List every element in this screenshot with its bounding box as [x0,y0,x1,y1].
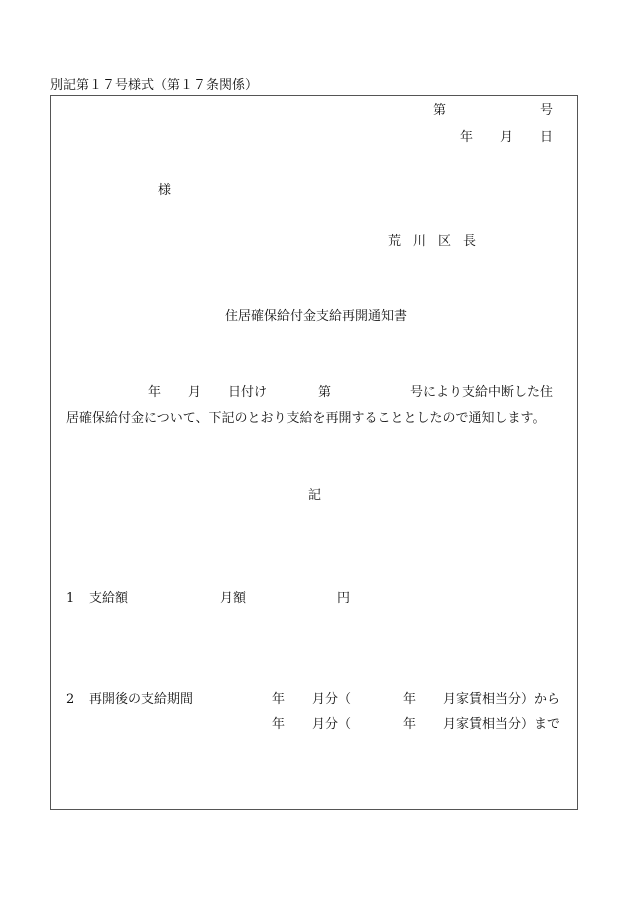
document-title: 住居確保給付金支給再開通知書 [225,309,408,324]
item-2-number: 2 [66,692,75,707]
period-from-month: 月分（ [312,692,352,707]
form-label: 別記第１７号様式（第１７条関係） [50,78,259,93]
period-to-rent-year: 年 [403,717,417,732]
item-1-monthly: 月額 [220,591,247,606]
period-from-rent-month: 月家賃相当分）から [443,692,561,707]
period-from-rent-year: 年 [403,692,417,707]
body-year: 年 [148,385,162,400]
body-date: 日付け [228,385,268,400]
item-1-number: 1 [66,591,75,606]
ki-marker: 記 [308,488,322,503]
sender-char-3: 区 [438,234,452,249]
body-line-2: 居確保給付金について、下記のとおり支給を再開することとしたので通知します。 [66,411,546,426]
body-number-prefix: 第 [318,385,332,400]
date-year: 年 [460,130,474,145]
item-1-label: 支給額 [89,591,129,606]
body-month: 月 [188,385,202,400]
item-2-label: 再開後の支給期間 [89,692,194,707]
date-month: 月 [500,130,514,145]
sender-char-2: 川 [413,234,427,249]
number-suffix: 号 [540,103,554,118]
body-line-1-rest: 号により支給中断した住 [410,385,554,400]
addressee-honorific: 様 [158,183,172,198]
date-day: 日 [540,130,554,145]
period-to-rent-month: 月家賃相当分）まで [443,717,561,732]
sender-char-1: 荒 [388,234,402,249]
sender-char-4: 長 [463,234,477,249]
number-prefix: 第 [433,103,447,118]
item-1-yen: 円 [337,591,351,606]
period-to-month: 月分（ [312,717,352,732]
period-to-year: 年 [272,717,286,732]
period-from-year: 年 [272,692,286,707]
